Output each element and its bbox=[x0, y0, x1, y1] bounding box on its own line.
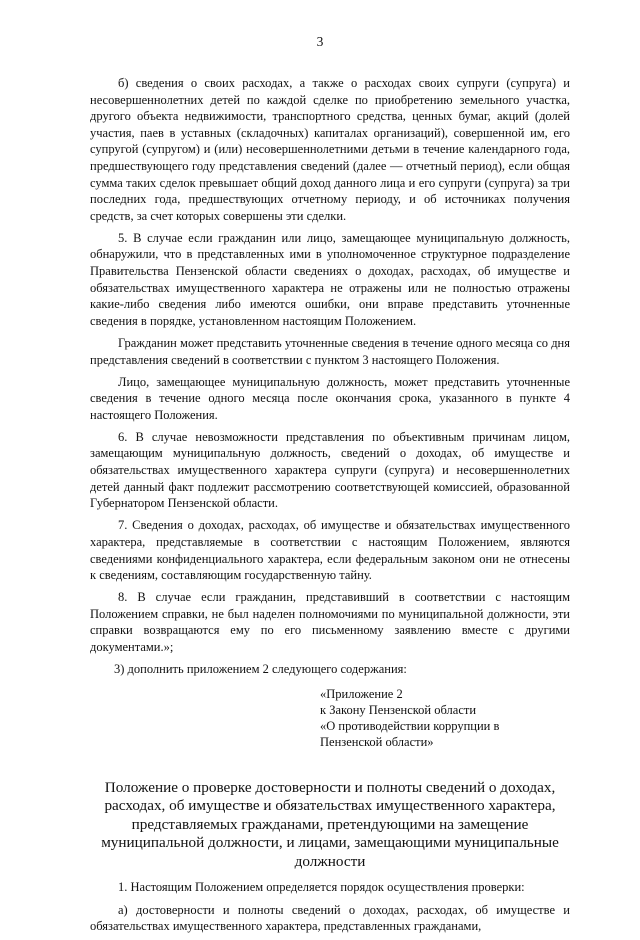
paragraph-official-correction: Лицо, замещающее муниципальную должность, может представить уточненные сведения в течение одного месяца после окончания срока, указанного в пункте 4 настоящего Положения. bbox=[90, 374, 570, 422]
document-body bbox=[90, 75, 570, 940]
appendix-reference bbox=[320, 686, 570, 751]
paragraph-1a: а) достоверности и полноты сведений о доходах, расходах, об имуществе и обязательствах имущественного характера, представленных гражданами, bbox=[90, 902, 570, 934]
paragraph-7: 7. Сведения о доходах, расходах, об имуществе и обязательствах имущественного характера, представляемые в соответствии с настоящим Положением, являются сведениями конфиденциального характера, если федеральным законом они не отнесены к сведениям, составляющим государственную тайну. bbox=[90, 518, 570, 583]
paragraph-5: 5. В случае если гражданин или лицо, замещающее муниципальную должность, обнаружили, что в представленных ими в уполномоченное структурное подразделение Правительства Пензенской области сведениях о доходах, расходах, об имуществе и обязательствах имущественного характера не отражены или не полностью отражены какие-либо сведения либо имеются ошибки, они вправе представить уточненные сведения в порядке, установленном настоящим Положением. bbox=[90, 230, 570, 328]
paragraph-6: 6. В случае невозможности представления по объективным причинам лицом, замещающим муниципальную должность, сведений о доходах, об имуществе и обязательствах имущественного характера супруги (супруга) и несовершеннолетних детей данный факт подлежит рассмотрению соответствующей комиссией, образованной Губернатором Пензенской области. bbox=[90, 429, 570, 511]
appendix-line-2: к Закону Пензенской области bbox=[320, 702, 477, 717]
paragraph-4b: б) сведения о своих расходах, а также о расходах своих супруги (супруга) и несовершеннолетних детей по каждой сделке по приобретению земельного участка, другого объекта недвижимости, транспортного средства, ценных бумаг, акций (долей участия, паев в уставных (складочных) капиталах организаций), совершенной им, его супругой (супругом) и (или) несовершеннолетними детьми в течение календарного года, предшествующего году представления сведений (далее — отчетный период), если общая сумма таких сделок превышает общий доход данного лица и его супруги (супруга) за три последних года, предшествующих отчетному периоду, и об источниках получения средств, за счет которых совершены эти сделки. bbox=[90, 76, 570, 223]
paragraph-1-scope: 1. Настоящим Положением определяется порядок осуществления проверки: bbox=[118, 880, 525, 895]
paragraph-citizen-correction: Гражданин может представить уточненные сведения в течение одного месяца со дня представления сведений в соответствии с пунктом 3 настоящего Положения. bbox=[90, 335, 570, 367]
page-number: 3 bbox=[316, 34, 324, 49]
appendix-line-4: Пензенской области» bbox=[320, 735, 434, 750]
appendix-line-1: «Приложение 2 bbox=[320, 686, 403, 701]
appendix-line-3: «О противодействии коррупции в bbox=[320, 719, 500, 734]
section-heading: Положение о проверке достоверности и полноты сведений о доходах, расходах, об имуществе и обязательствах имущественного характера, представляемых гражданами, претендующими на замещение муниципальной должности, и лицами, замещающими муниципальные должности bbox=[101, 778, 559, 870]
amendment-item-3: 3) дополнить приложением 2 следующего содержания: bbox=[114, 662, 407, 677]
paragraph-8: 8. В случае если гражданин, представивший в соответствии с настоящим Положением справки, не был наделен полномочиями по муниципальной должности, эти справки возвращаются ему по его письменному заявлению вместе с другими документами.»; bbox=[90, 590, 570, 654]
